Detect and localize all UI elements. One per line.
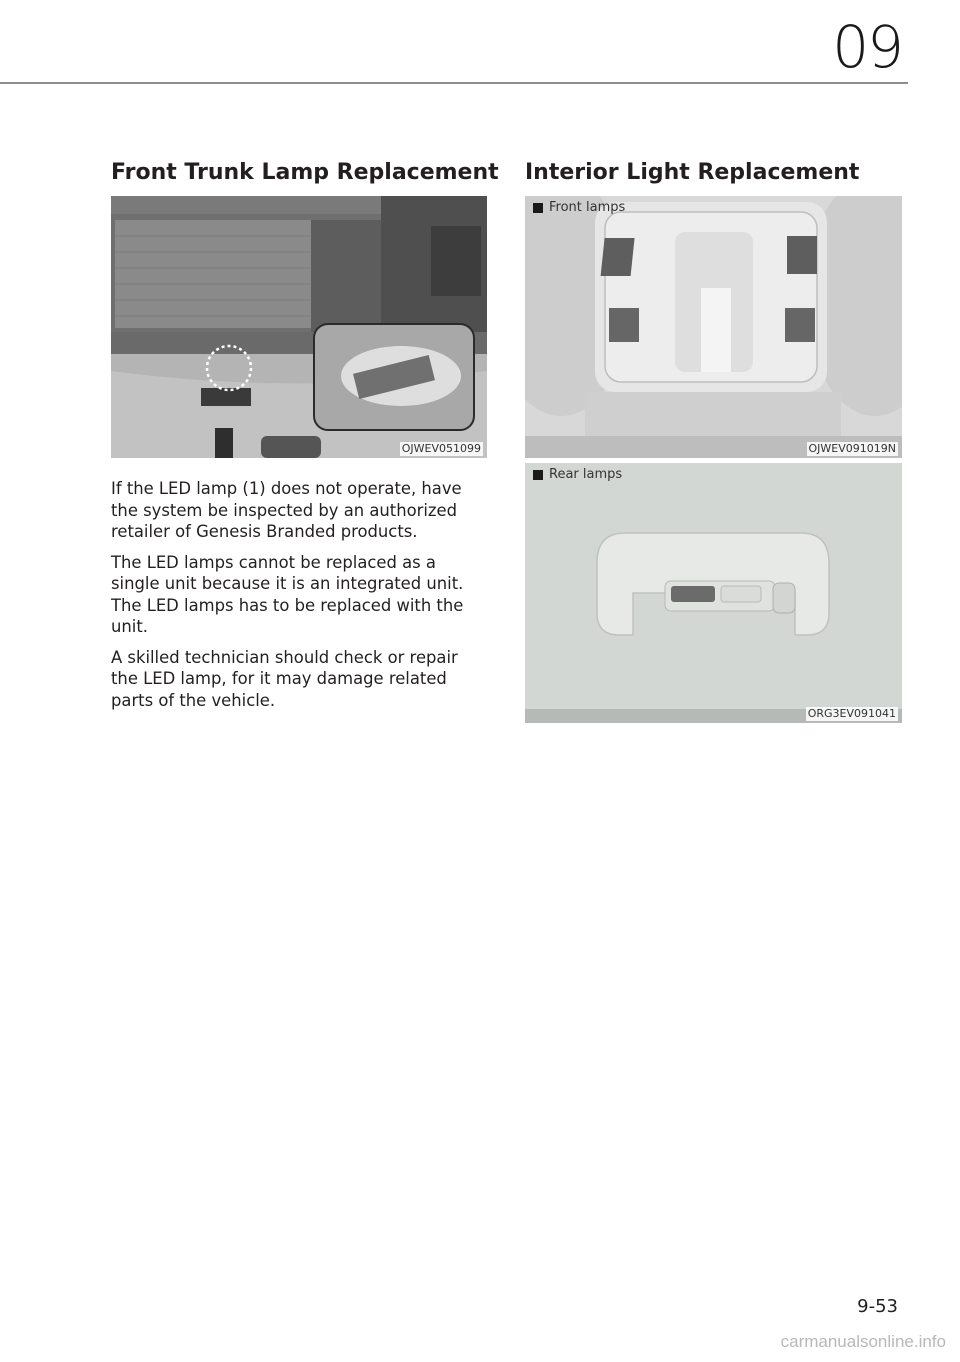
interior-light-title: Interior Light Replacement	[525, 160, 860, 185]
figure-code: OJWEV091019N	[808, 442, 896, 455]
front-trunk-lamp-figure	[111, 196, 487, 458]
front-trunk-lamp-body	[111, 478, 483, 720]
paragraph: If the LED lamp (1) does not operate, have the system be inspected by an authorized retailer of Genesis Branded products.	[111, 479, 462, 541]
figure-code: ORG3EV091041	[807, 707, 896, 720]
paragraph: The LED lamps cannot be replaced as a single unit because it is an integrated unit. The LED lamps has to be replaced with the unit.	[111, 552, 464, 636]
front-lamps-figure	[525, 196, 902, 458]
page-number: 9-53	[857, 1296, 898, 1317]
header-divider	[0, 82, 908, 84]
front-trunk-lamp-title: Front Trunk Lamp Replacement	[111, 160, 499, 185]
rear-lamps-caption	[533, 467, 622, 483]
figure-code: OJWEV051099	[401, 442, 481, 455]
chapter-number: 09	[832, 13, 902, 81]
rear-lamps-figure	[525, 463, 902, 723]
figure-caption-text: Rear lamps	[549, 467, 623, 482]
front-lamps-caption	[533, 200, 625, 216]
front-lamps-illustration	[525, 196, 902, 458]
paragraph: A skilled technician should check or repair the LED lamp, for it may damage related parts of the vehicle.	[111, 647, 458, 710]
watermark-link[interactable]: carmanualsonline.info	[780, 1332, 946, 1351]
rear-lamps-illustration	[525, 463, 902, 723]
square-bullet-icon	[533, 470, 543, 480]
front-trunk-illustration	[111, 196, 487, 458]
square-bullet-icon	[533, 203, 543, 213]
figure-caption-text: Front lamps	[549, 200, 626, 215]
